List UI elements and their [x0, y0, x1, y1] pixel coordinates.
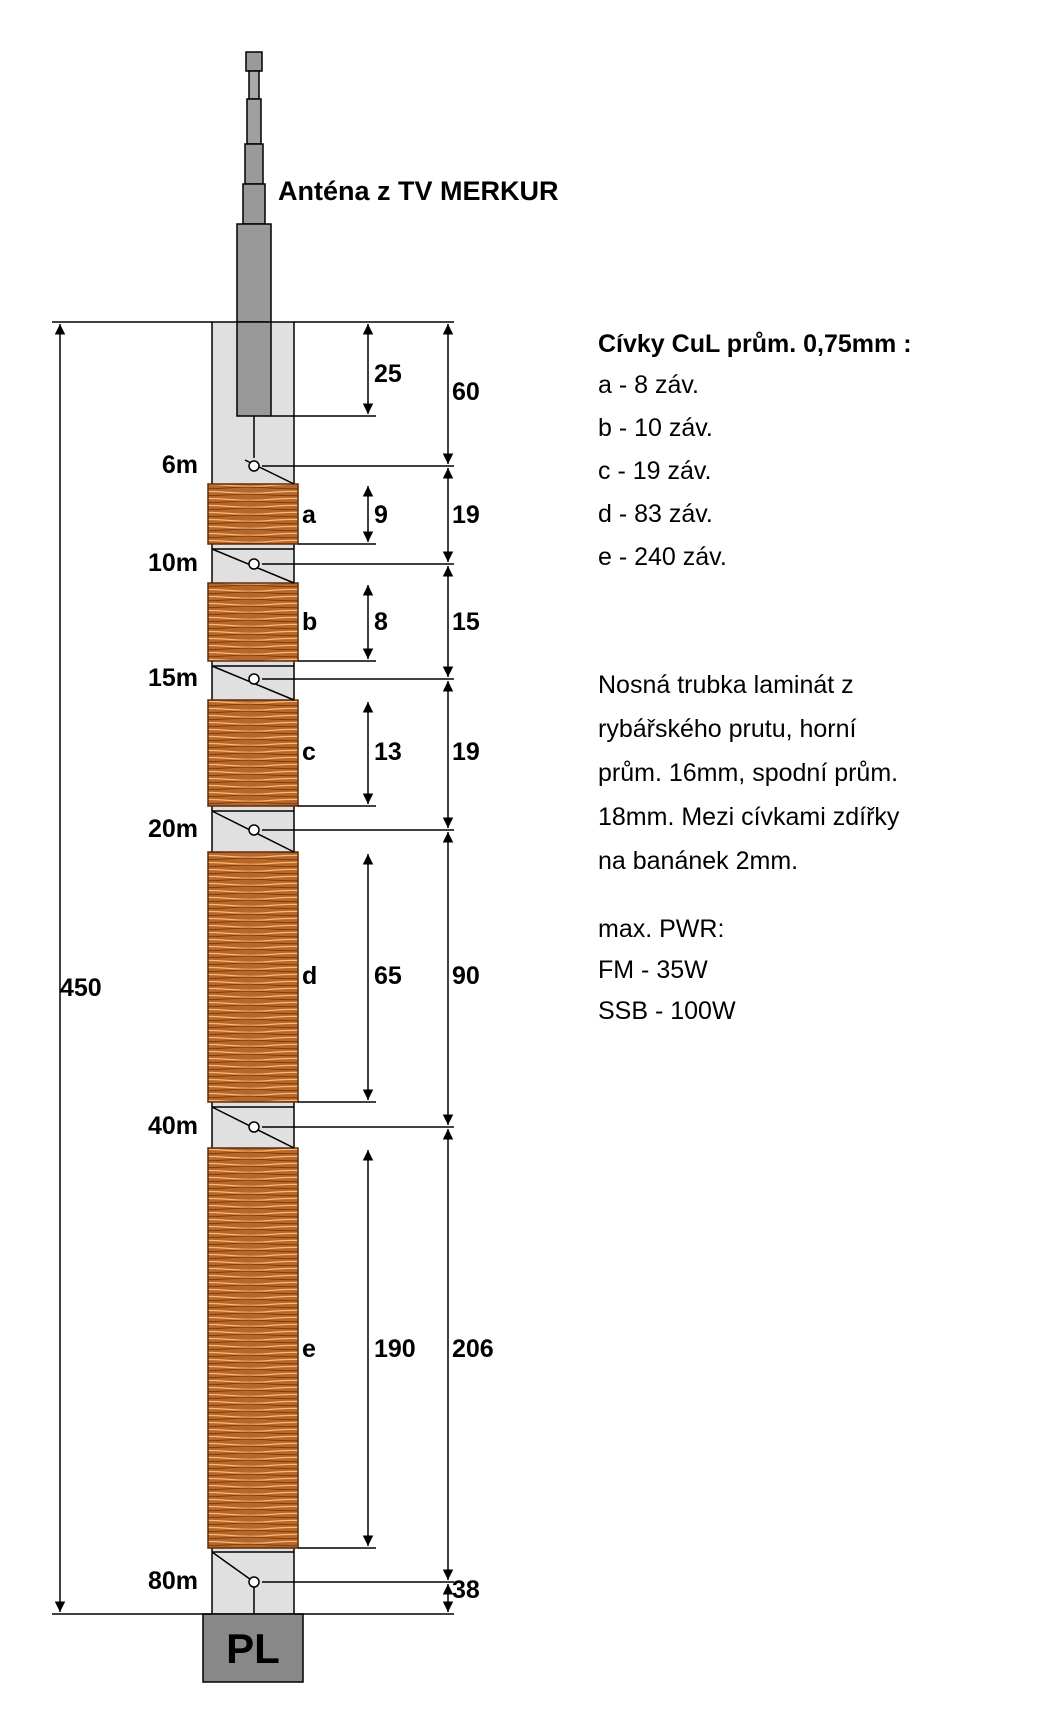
coil-turns-e: e - 240 záv. [598, 543, 727, 571]
dimension-total-label: 450 [60, 974, 102, 1002]
coils-title: Cívky CuL prům. 0,75mm : [598, 330, 912, 358]
telescope-base [237, 322, 271, 416]
coil-label-d: d [302, 962, 318, 990]
dim-inner-13: 13 [374, 738, 402, 766]
tube-text-line-3: prům. 16mm, spodní prům. [598, 759, 899, 787]
dim-inner-8: 8 [374, 608, 388, 636]
dim-outer-38: 38 [452, 1576, 480, 1604]
coil-label-a: a [302, 501, 316, 529]
band-label-40m: 40m [147, 1112, 198, 1140]
dim-outer-60: 60 [452, 378, 480, 406]
tube-text-line-1: Nosná trubka laminát z [598, 671, 854, 699]
power-fm: FM - 35W [598, 956, 708, 984]
dim-inner-25: 25 [374, 360, 402, 388]
power-title: max. PWR: [598, 915, 725, 943]
coil-label-e: e [302, 1335, 316, 1363]
dimension-total [52, 322, 212, 1614]
coil-turns-d: d - 83 záv. [598, 500, 713, 528]
coil-label-b: b [302, 608, 318, 636]
coil-a [208, 484, 298, 544]
coil-turns-a: a - 8 záv. [598, 371, 699, 399]
dim-inner-9: 9 [374, 501, 388, 529]
coil-d [208, 852, 298, 1102]
antenna-label: Anténa z TV MERKUR [278, 176, 559, 206]
dim-outer-15: 15 [452, 608, 480, 636]
dim-outer-206: 206 [452, 1335, 494, 1363]
tube-text-line-4: 18mm. Mezi cívkami zdířky [598, 803, 900, 831]
dim-inner-190: 190 [374, 1335, 416, 1363]
dim-inner-65: 65 [374, 962, 402, 990]
power-ssb: SSB - 100W [598, 997, 736, 1025]
coil-c [208, 700, 298, 806]
band-label-10m: 10m [147, 549, 198, 577]
band-label-15m: 15m [147, 664, 198, 692]
dim-outer-19-top: 19 [452, 501, 480, 529]
coil-turns-b: b - 10 záv. [598, 414, 713, 442]
coil-turns-c: c - 19 záv. [598, 457, 712, 485]
coil-b [208, 583, 298, 661]
tube-text-line-5: na banánek 2mm. [598, 847, 799, 875]
tube-text-line-2: rybářského prutu, horní [598, 715, 857, 743]
coil-e [208, 1148, 298, 1548]
band-label-6m: 6m [161, 451, 198, 479]
dim-outer-19-mid: 19 [452, 738, 480, 766]
dim-outer-90: 90 [452, 962, 480, 990]
coil-label-c: c [302, 738, 316, 766]
pl-connector-label: PL [226, 1625, 280, 1672]
band-label-80m: 80m [147, 1567, 198, 1595]
band-label-20m: 20m [147, 815, 198, 843]
